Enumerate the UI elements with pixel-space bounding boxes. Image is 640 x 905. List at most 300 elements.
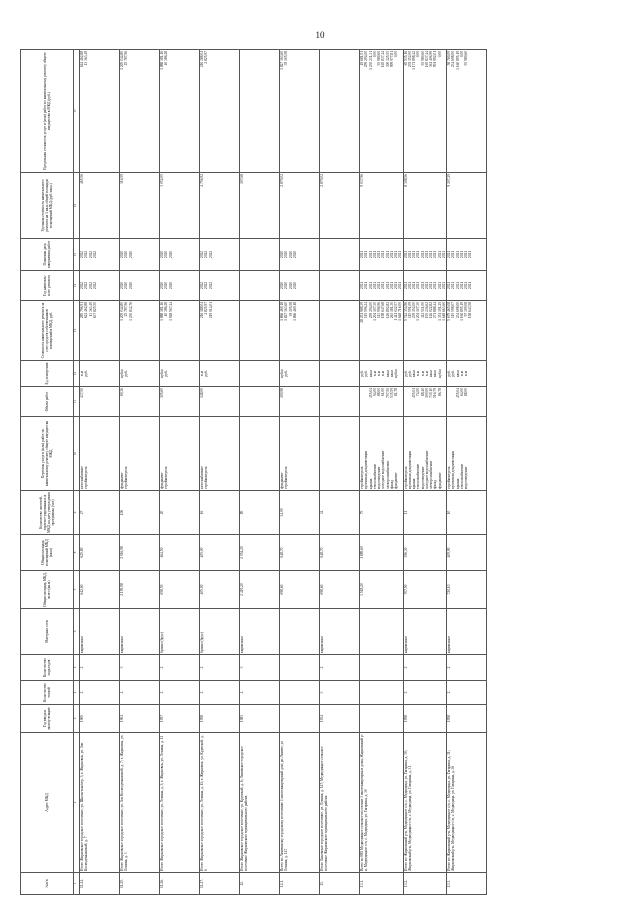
cell-years (447, 271, 487, 301)
cell-limit-line: 1 160 895,19 (455, 51, 460, 70)
cell-specific-line: 9 107,29 (447, 174, 451, 187)
cell-works-line: фундамент (160, 472, 164, 489)
cell-works-line: проектная документация (407, 450, 412, 489)
cell-area-rooms: 396,30 (403, 535, 447, 571)
cell-limit-line: 0,00 (372, 51, 377, 58)
cell-costs-line: 158 643,58 (468, 302, 473, 319)
cell-years (403, 271, 447, 301)
cell-costs-line: 1 827 363,60 (284, 302, 289, 321)
cell-units (447, 361, 487, 387)
cell-costs-line: 637 825,50 (92, 302, 97, 319)
cell-costs-line: 126 892,82 (385, 302, 390, 319)
cell-volume (200, 387, 240, 417)
cell-dates (80, 239, 120, 271)
cell-works-line: холодное водоснабжение (424, 450, 429, 489)
cell-dates-line: 2022 (84, 250, 89, 259)
cell-wall: кирпичные (447, 609, 487, 655)
cell-area-rooms: 2 016,98 (120, 535, 160, 571)
cell-limit (240, 50, 280, 173)
cell-dates-line: 2021 (459, 250, 464, 259)
cell-years (320, 271, 360, 301)
cell-dates-line: 2021 (407, 250, 412, 259)
column-header: Адрес МКД (21, 733, 74, 873)
cell-specific-line: 2 879,02 (280, 174, 284, 187)
cell-limit (403, 50, 447, 173)
cell-years-line: 2021 (403, 281, 408, 290)
cell-works-line: фундамент (280, 472, 284, 489)
cell-limit (360, 50, 404, 173)
cell-dates (447, 239, 487, 271)
table-row (120, 50, 160, 895)
cell-years-line: 2021 (468, 281, 473, 290)
cell-wall (360, 609, 404, 655)
column-number: 7 (74, 571, 80, 609)
cell-year: 1961 (120, 705, 160, 733)
cell-residents: 11 (403, 491, 447, 535)
cell-year (360, 705, 404, 733)
cell-dates-line: 2021 (437, 250, 442, 259)
cell-costs-line: 1 648 663,60 (441, 302, 446, 321)
cell-volume-line: 88,00 (377, 388, 381, 397)
cell-dates-line: 2021 (441, 250, 446, 259)
cell-years-line: 2021 (368, 281, 373, 290)
cell-specific (240, 173, 280, 239)
cell-works (280, 417, 320, 491)
cell-address: Итого Жирновское городское поселение, ул. Зои Космодемьянской, д. 7; г. Жирновск, ул. Ленина, д. 3 (120, 733, 160, 873)
cell-area-total: 658,50 (160, 571, 200, 609)
table-body (80, 50, 487, 895)
cell-num: 11.25. (120, 873, 160, 895)
cell-dates-line: 2020 (128, 250, 133, 259)
cell-volume-line: 69,36 (120, 388, 124, 397)
cell-volume-line (164, 388, 168, 415)
cell-dates-line: 2021 (420, 250, 425, 259)
cell-limit (447, 50, 487, 173)
cell-years-line: 2021 (372, 281, 377, 290)
cell-address: Итого Жирновское городское поселение, ул. Крупской, д. 6; Линевское городское поселение Жирновского муниципального района (240, 733, 280, 873)
cell-volume-line: 81,78 (394, 388, 398, 397)
cell-costs (403, 301, 447, 361)
cell-costs-line: 624 462,88 (84, 302, 89, 319)
cell-entrances (280, 655, 320, 681)
cell-address: Итого Линевское городское поселение, ул. Ленина, д. 147; Медведицкое сельское поселение Жирновского муниципального района (320, 733, 360, 873)
cell-volume-line: 100,00 (424, 388, 429, 398)
cell-specific (280, 173, 320, 239)
cell-years-line: 2022 (208, 281, 213, 290)
cell-years-line: 2020 (284, 281, 289, 290)
cell-dates (120, 239, 160, 271)
cell-specific (80, 173, 120, 239)
cell-address: Итого по Жирновский р-н, Медведицкое с/п, с. Медведица, ул. Гагарина, д. 30; Жирновский р-н, Медведицкое с/п, с. Медведица, ул. Гагарина, д. 31 (403, 733, 447, 873)
column-number: 5 (74, 655, 80, 681)
cell-limit-line: 2 825,97 (204, 51, 209, 64)
cell-volume-line: 455,04 (455, 388, 460, 398)
cell-costs-line: 28 251 988,39 (360, 302, 364, 323)
cell-specific-line: 316,59 (120, 174, 124, 184)
cell-units-line: руб. (284, 370, 289, 377)
cell-year: 1934 (320, 705, 360, 733)
cell-residents: 34,00 (280, 491, 320, 535)
cell-years-line: 2021 (464, 281, 468, 290)
cell-dates (240, 239, 280, 271)
cell-residents: 20 (160, 491, 200, 535)
cell-works-line: фундамент (120, 472, 124, 489)
cell-floors: 2 (160, 681, 200, 705)
column-header: Объем работ (21, 387, 74, 417)
column-header: Количество жителей, зарегист-рированных в МКД на дату утверждения программы (чел) (21, 491, 74, 535)
cell-units-line: кв.м (368, 370, 373, 377)
cell-num: 11.24. (80, 873, 120, 895)
cell-area-rooms: 648,70 (320, 535, 360, 571)
cell-costs-line: 115 591,09 (407, 302, 412, 319)
cell-limit-line: 1 205 044,80 (120, 51, 124, 70)
cell-dates-line: 2020 (168, 250, 173, 259)
cell-costs-line: 1 866 469,18 (280, 302, 284, 321)
cell-years-line: 2021 (412, 281, 416, 290)
cell-costs-line: 193 236,62 (424, 302, 429, 319)
cell-units-line: п.м (372, 370, 377, 377)
cell-years-line: 2020 (160, 281, 164, 290)
cell-dates-line: 2021 (412, 250, 416, 259)
cell-works (447, 417, 487, 491)
cell-entrances: 2 (160, 655, 200, 681)
cell-specific (120, 173, 160, 239)
cell-dates-line: 2021 (433, 250, 438, 259)
cell-works-line: холодное водоснабжение (381, 450, 386, 489)
cell-works-line: стройконтроль (84, 466, 89, 489)
cell-limit (80, 50, 120, 173)
cell-limit (320, 50, 360, 173)
cell-dates-line: 2021 (377, 250, 381, 259)
cell-dates-line: 2022 (88, 250, 93, 259)
cell-limit-line: 65 535,16 (403, 51, 408, 66)
cell-limit-line: 300 125,55 (385, 51, 390, 68)
cell-year: 1965 (80, 705, 120, 733)
cell-years-line: 2021 (364, 281, 369, 290)
cell-dates-line: 2022 (80, 250, 84, 259)
cell-limit-line: 216 188,04 (200, 51, 204, 68)
cell-works-line: проектная документация (451, 450, 456, 489)
cell-costs-line: 1 928 567,44 (168, 302, 173, 321)
cell-specific-line: 9 037,96 (360, 174, 364, 187)
column-number: 9 (74, 491, 80, 535)
cell-area-rooms: 648,70 (280, 535, 320, 571)
cell-works-line: стройконтроль (403, 466, 408, 489)
cell-area-total: 2 195,98 (120, 571, 160, 609)
cell-units (80, 361, 120, 387)
table-row (360, 50, 404, 895)
cell-floors: 4 (120, 681, 160, 705)
cell-costs-line: 1 411 022,57 (394, 302, 398, 321)
cell-units-line: руб. (451, 370, 456, 377)
cell-limit-line: 0,00 (459, 51, 464, 58)
cell-years-line: 2022 (200, 281, 204, 290)
cell-wall: кирпичные (80, 609, 120, 655)
cell-dates (403, 239, 447, 271)
cell-limit-line: 25 787,96 (124, 51, 129, 66)
cell-costs-line: 1 648 716,00 (398, 302, 403, 321)
cell-works-line: фасад (389, 480, 394, 489)
cell-dates-line: 2021 (447, 250, 451, 259)
cell-floors: 4 (240, 681, 280, 705)
cell-dates-line: 2021 (385, 250, 390, 259)
cell-dates (160, 239, 200, 271)
cell-units-line: куб.м (280, 369, 284, 378)
cell-entrances: 2 (80, 655, 120, 681)
cell-limit-line: 259 294,00 (364, 51, 369, 68)
cell-limit-line: 991 992,01 (433, 51, 438, 68)
column-header: Год ввода в эксплу-атацию (21, 705, 74, 733)
cell-volume-line: 74,00 (416, 388, 421, 397)
cell-dates-line: 2021 (389, 250, 394, 259)
table-row (320, 50, 360, 895)
cell-works-line: стройконтроль (447, 466, 451, 489)
cell-years-line: 2020 (288, 281, 293, 290)
cell-costs-line: 1 866 469,18 (292, 302, 297, 321)
cell-costs-line: 234 698,00 (455, 302, 460, 319)
cell-years-line: 2020 (292, 281, 297, 290)
cell-units (160, 361, 200, 387)
cell-units-line: куб.м (394, 369, 398, 378)
cell-costs (200, 301, 240, 361)
cell-year: 1957 (160, 705, 200, 733)
cell-specific-line: 2 879,02 (320, 174, 324, 187)
cell-works-line: крыша (368, 478, 373, 489)
cell-dates (280, 239, 320, 271)
cell-entrances (360, 655, 404, 681)
table-row (200, 50, 240, 895)
cell-years-line: 2021 (451, 281, 456, 290)
cell-num: 12.1. (280, 873, 320, 895)
cell-costs-line: 40 386,28 (164, 302, 169, 317)
cell-dates-line: 2021 (429, 250, 433, 259)
cell-limit-line: 58 769,09 (447, 51, 451, 66)
cell-specific (403, 173, 447, 239)
column-number: 1 (74, 873, 80, 895)
cell-costs-line: 97 309,08 (464, 302, 468, 317)
cell-address: Всего по Линевскому городскому поселению 1 многоквартирный дом; рп Линево, ул Ленина, д. 147 (280, 733, 320, 873)
cell-works-line: стройконтроль (284, 466, 289, 489)
cell-specific-line: 8 308,56 (403, 174, 408, 187)
cell-units-line: п.м (424, 370, 429, 377)
cell-volume-line (284, 388, 288, 415)
column-number: 14 (74, 271, 80, 301)
cell-works-line: проектная документация (364, 450, 369, 489)
cell-num: 11.26. (160, 873, 200, 895)
cell-dates (200, 239, 240, 271)
cell-area-total: 405,00 (200, 571, 240, 609)
cell-works (403, 417, 447, 491)
cell-area-rooms: 464,50 (160, 535, 200, 571)
cell-entrances: 2 (403, 655, 447, 681)
cell-volume-line: 707,50 (385, 388, 390, 398)
cell-years-line: 2021 (424, 281, 429, 290)
cell-costs-line: 259 294,00 (368, 302, 373, 319)
cell-volume-line: 516,79 (433, 388, 438, 398)
cell-works (360, 417, 404, 491)
cell-units-line: руб. (204, 370, 209, 377)
cell-volume (447, 387, 487, 417)
column-number: 15 (74, 239, 80, 271)
cell-units-line: куб.м (437, 369, 442, 378)
column-number: 17 (74, 50, 80, 173)
cell-costs-line: 1 204 107,30 (372, 302, 377, 321)
cell-volume-line: 100,98 (280, 388, 284, 398)
column-header: Удельная стоимость капитального ремонта на 1 кв.м общей площади помещений МКД (руб./кв.м.) (21, 173, 74, 239)
cell-volume (403, 387, 447, 417)
capital-repair-table (20, 49, 487, 895)
column-header: Коли-чество подъездов (21, 655, 74, 681)
cell-costs-line: 2 825,97 (204, 302, 209, 315)
cell-limit-line: 1 888 181,16 (160, 51, 164, 70)
cell-units-line: руб. (164, 370, 169, 377)
column-number: 6 (74, 609, 80, 655)
cell-dates-line: 2020 (288, 250, 293, 259)
cell-limit-line: 624 462,88 (80, 51, 84, 68)
cell-dates-line: 2022 (92, 250, 97, 259)
cell-years-line: 2020 (124, 281, 129, 290)
cell-limit-line: 93 980,60 (377, 51, 381, 66)
cell-limit-line: 1 827 363,60 (280, 51, 284, 70)
cell-dates-line: 2022 (204, 250, 209, 259)
cell-entrances: 3 (120, 655, 160, 681)
cell-specific (320, 173, 360, 239)
cell-floors: 2 (200, 681, 240, 705)
cell-costs-line: 271 888,44 (433, 302, 438, 319)
column-number: 10 (74, 417, 80, 491)
cell-costs-line: 285 796,91 (80, 302, 84, 319)
cell-entrances: 2 (320, 655, 360, 681)
cell-dates-line: 2021 (372, 250, 377, 259)
cell-costs-line: 263 181,30 (389, 302, 394, 319)
cell-works-line: газоснабжение (200, 466, 204, 489)
cell-units-line: руб. (84, 370, 89, 377)
cell-residents: 85 (240, 491, 280, 535)
cell-dates-line: 2021 (360, 250, 364, 259)
cell-volume-line: 88,40 (420, 388, 425, 397)
cell-dates-line: 2021 (364, 250, 369, 259)
cell-years-line: 2022 (84, 281, 89, 290)
column-header: Общая площадь МКД, всего (кв.м) (21, 571, 74, 609)
cell-limit (280, 50, 320, 173)
cell-num: 12. (240, 873, 280, 895)
cell-costs (240, 301, 280, 361)
cell-num: 13.3. (447, 873, 487, 895)
table-row (80, 50, 120, 895)
cell-limit-line: 361 406,99 (429, 51, 433, 68)
cell-area-rooms: 2 054,20 (240, 535, 280, 571)
cell-costs-line: 1 204 107,30 (416, 302, 421, 321)
cell-limit-line: 1 230 231,31 (368, 51, 373, 70)
column-number: 16 (74, 173, 80, 239)
cell-years (240, 271, 280, 301)
cell-dates (320, 239, 360, 271)
cell-limit (160, 50, 200, 173)
cell-costs-line: 1 351 191,25 (437, 302, 442, 321)
cell-works-line: крыша (455, 478, 460, 489)
cell-years-line: 2021 (441, 281, 446, 290)
cell-costs-line: 126 022,82 (429, 302, 433, 319)
cell-years-line: 2022 (88, 281, 93, 290)
cell-works-line: теплоснабжение (459, 463, 464, 489)
cell-entrances: 2 (200, 655, 240, 681)
cell-limit-line: 0,00 (394, 51, 398, 58)
cell-limit-line: 39 105,58 (284, 51, 289, 66)
cell-units-line: кв.м (389, 370, 394, 377)
cell-works (120, 417, 160, 491)
cell-year: 1958 (403, 705, 447, 733)
cell-years-line: 2021 (447, 281, 451, 290)
cell-area-rooms: 1 889,60 (360, 535, 404, 571)
cell-wall: кирпичные (240, 609, 280, 655)
cell-units-line: п.м (381, 370, 386, 377)
cell-address: Итого Жирновское городское поселение, ул. Школь-ная/пер. 3; г. Жирновск, ул. Зои Космодемьянской, д. 7 (80, 733, 120, 873)
cell-year: 1983 (240, 705, 280, 733)
column-header: Ед. измерения (21, 361, 74, 387)
cell-specific (447, 173, 487, 239)
cell-year: 1958 (447, 705, 487, 733)
cell-costs (360, 301, 404, 361)
cell-limit-line: 239 152,00 (407, 51, 412, 68)
cell-floors (280, 681, 320, 705)
cell-floors: 2 (80, 681, 120, 705)
cell-years (160, 271, 200, 301)
cell-costs (280, 301, 320, 361)
cell-volume-line: 86,78 (437, 388, 442, 397)
cell-volume-line: 94,00 (372, 388, 377, 397)
cell-works-line: стройконтроль (164, 466, 169, 489)
cell-area-total: 707,50 (403, 571, 447, 609)
cell-works-line: водоотведение (420, 466, 425, 489)
cell-years-line: 2022 (204, 281, 209, 290)
cell-specific-line: 3 052,05 (160, 174, 164, 187)
column-number: 2 (74, 733, 80, 873)
cell-costs-line: 115 596,24 (364, 302, 369, 319)
cell-units-line: руб. (447, 370, 451, 377)
cell-costs-line: 5 679 465,08 (447, 302, 451, 321)
cell-units (320, 361, 360, 387)
cell-units-line: куб.м (160, 369, 164, 378)
cell-year: 1958 (200, 705, 240, 733)
cell-works-line: газоснабжение (80, 466, 84, 489)
cell-volume (320, 387, 360, 417)
cell-area-total: 3 518,20 (360, 571, 404, 609)
cell-units-line: руб. (407, 370, 412, 377)
cell-area-rooms: 625,80 (80, 535, 120, 571)
cell-limit-line: 40 386,28 (164, 51, 169, 66)
table-row (447, 50, 487, 895)
cell-limit-line: 165 837,44 (424, 51, 429, 68)
cell-dates-line: 2020 (292, 250, 297, 259)
cell-costs-line: 112 511,00 (420, 302, 425, 318)
cell-residents: 10 (447, 491, 487, 535)
cell-dates-line: 2020 (124, 250, 129, 259)
cell-years-line: 2021 (420, 281, 425, 290)
cell-works-line: водоотведение (377, 466, 381, 489)
cell-costs (447, 301, 487, 361)
cell-volume-line: 105,65 (160, 388, 164, 398)
cell-years-line: 2021 (433, 281, 438, 290)
cell-address: Всего по МО Медведицкое сельское поселение 3 многоквартирных дома; Жирновский р-н, Медведицкое с/п, с. Медведица, ул. Гагарина, д. 30 (360, 733, 404, 873)
cell-years-line: 2021 (429, 281, 433, 290)
cell-years-line: 2021 (398, 281, 403, 290)
cell-volume (280, 387, 320, 417)
cell-years-line: 2020 (128, 281, 133, 290)
cell-works-line: водоотведение (464, 466, 468, 489)
cell-dates (360, 239, 404, 271)
cell-floors (360, 681, 404, 705)
table-row (160, 50, 200, 895)
